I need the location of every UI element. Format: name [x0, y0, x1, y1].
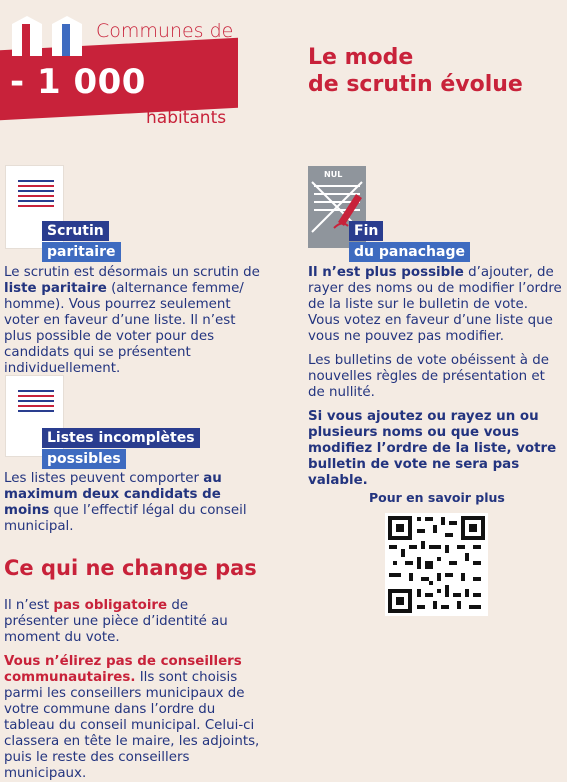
unchanged-title: Ce qui ne change pas — [4, 556, 257, 580]
page-title: Le mode de scrutin évolue — [308, 45, 523, 97]
null-ballot-icon: NUL — [308, 166, 366, 248]
panachage-heading: Fin du panachage — [349, 220, 470, 262]
scrutin-paritaire-heading: Scrutin paritaire — [42, 220, 121, 262]
header-number: - 1 000 — [10, 62, 146, 102]
header-line3: habitants — [146, 108, 227, 128]
listes-incompletes-heading: Listes incomplètes possibles — [42, 427, 200, 469]
houses-icon — [12, 16, 87, 56]
qr-code-icon[interactable] — [385, 513, 488, 616]
panachage-warning: Si vous ajoutez ou rayez un ou plusieurs noms ou que vous modifiez l’ordre de la liste, votre bulletin de vote ne sera pas valable. — [308, 409, 557, 488]
unchanged-text-2: Vous n’élirez pas de conseillers communautaires. Ils sont choisis parmi les conseillers municipaux de votre commune dans l’ordre du tableau du conseil municipal. Celui-ci classera en tête le maire, les adjoints, puis le reste des conseillers municipaux. — [4, 654, 260, 781]
listes-incompletes-text: Les listes peuvent comporter au maximum deux candidats de moins que l’effectif légal du conseil municipal. — [4, 471, 247, 534]
scrutin-paritaire-text: Le scrutin est désormais un scrutin de liste paritaire (alternance femme/ homme). Vous pourrez seulement voter en faveur d’une liste. Il n’est plus possible de voter pour des candidats qui se présentent individuellement. — [4, 265, 260, 376]
panachage-text-2: Les bulletins de vote obéissent à de nouvelles règles de présentation et de nullité. — [308, 353, 549, 400]
header-line1: Communes de — [96, 20, 234, 42]
unchanged-text-1: Il n’est pas obligatoire de présenter une pièce d’identité au moment du vote. — [4, 598, 228, 645]
qr-title: Pour en savoir plus — [369, 490, 505, 505]
panachage-text-1: Il n’est plus possible d’ajouter, de rayer des noms ou de modifier l’ordre de la liste sur le bulletin de vote. Vous votez en faveur d’une liste que vous ne pouvez pas modifier. — [308, 265, 562, 344]
